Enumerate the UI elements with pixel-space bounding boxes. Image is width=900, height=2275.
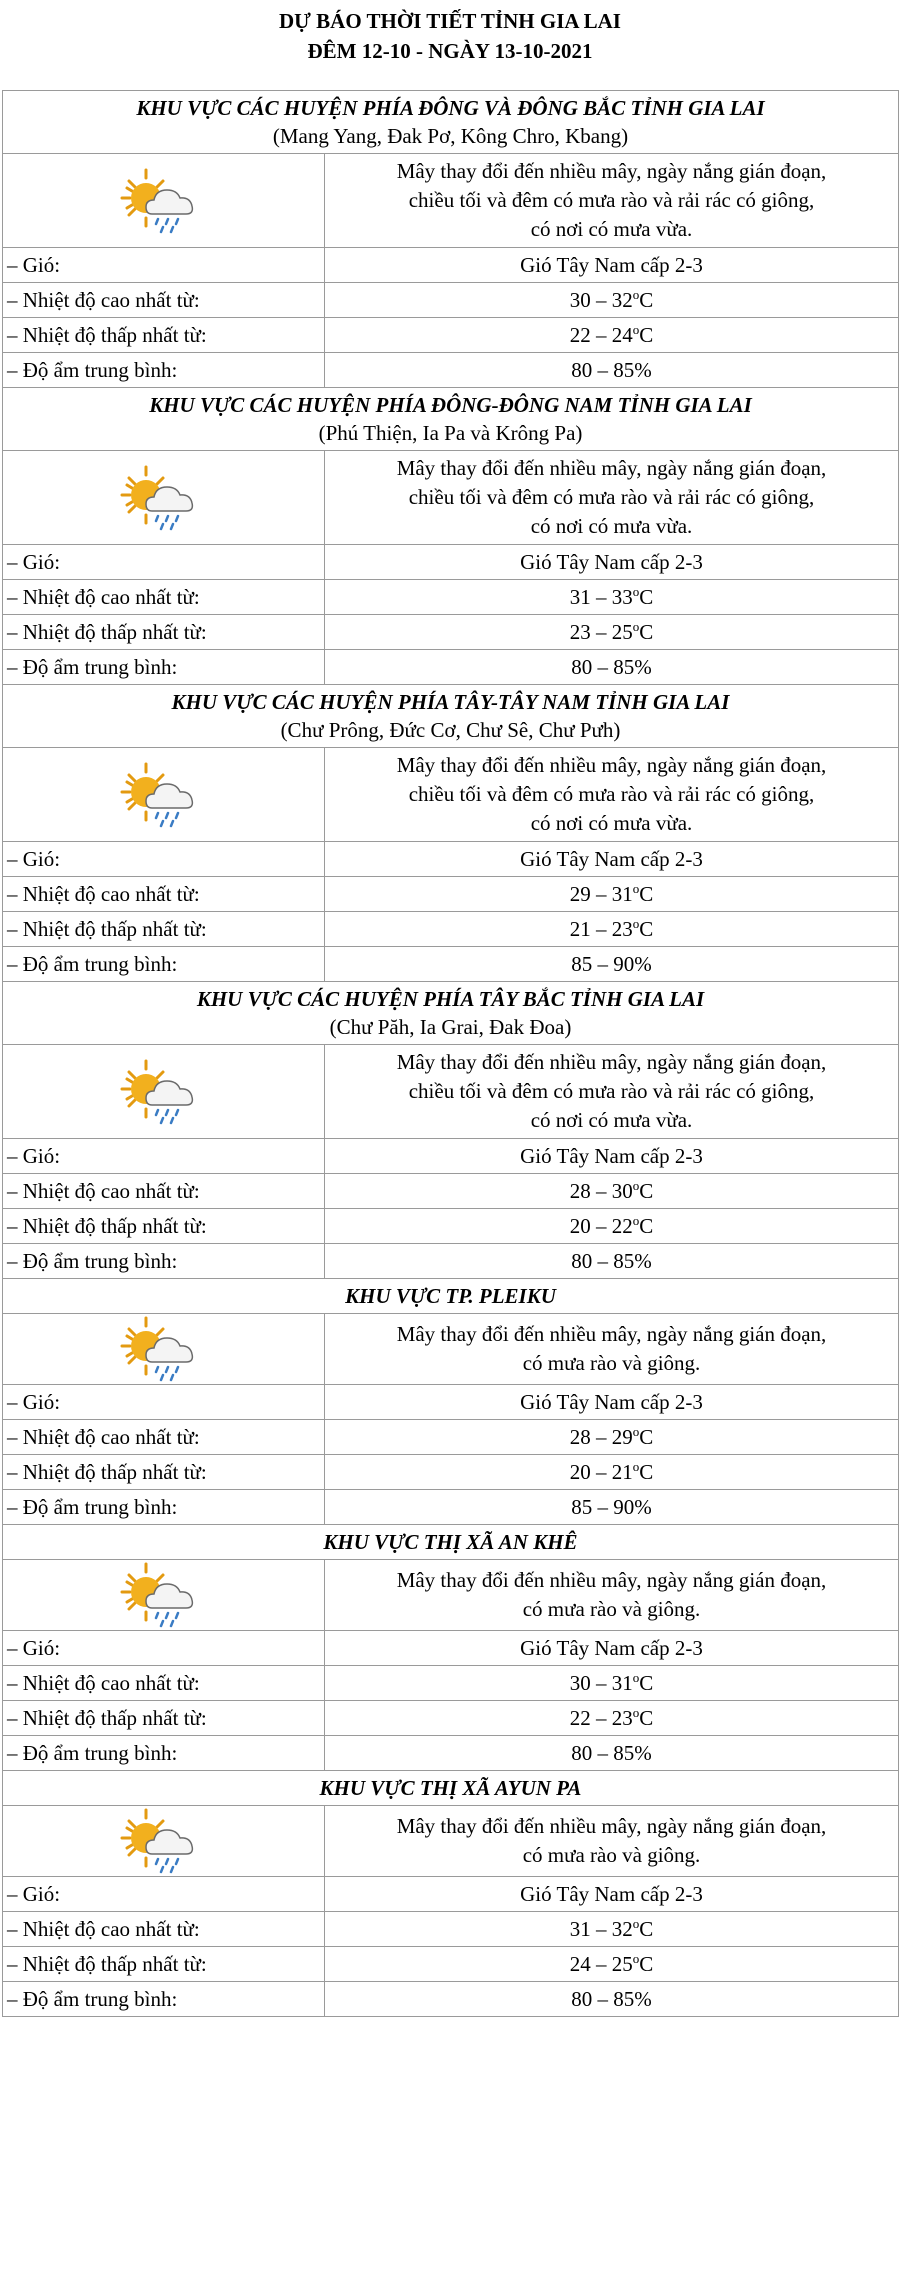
humidity-label: – Độ ẩm trung bình: <box>3 353 325 388</box>
wind-label: – Gió: <box>3 1877 325 1912</box>
humidity-label: – Độ ẩm trung bình: <box>3 1736 325 1771</box>
temp-max-label: – Nhiệt độ cao nhất từ: <box>3 1174 325 1209</box>
celsius-unit: C <box>639 1952 654 1976</box>
weather-icon-cell <box>3 154 325 248</box>
celsius-unit: C <box>639 288 654 312</box>
description-line: Mây thay đổi đến nhiều mây, ngày nắng gián đoạn, <box>396 456 827 480</box>
wind-label: – Gió: <box>3 248 325 283</box>
temp-max-range: 30 – 31 <box>569 1671 633 1695</box>
description-line: có nơi có mưa vừa. <box>530 217 693 241</box>
temp-max-range: 28 – 29 <box>569 1425 633 1449</box>
temp-max-row <box>3 1420 899 1455</box>
temp-min-row <box>3 1701 899 1736</box>
celsius-unit: C <box>639 1425 654 1449</box>
temp-max-range: 30 – 32 <box>569 288 633 312</box>
description-line: Mây thay đổi đến nhiều mây, ngày nắng gián đoạn, <box>396 1568 827 1592</box>
temp-min-row <box>3 318 899 353</box>
forecast-table <box>2 90 899 2017</box>
temp-max-label: – Nhiệt độ cao nhất từ: <box>3 1420 325 1455</box>
region-header-row <box>3 685 899 748</box>
temp-max-value <box>325 283 899 318</box>
region-header-row <box>3 388 899 451</box>
sun-cloud-rain-icon <box>118 166 204 236</box>
wind-label: – Gió: <box>3 545 325 580</box>
temp-min-value <box>325 1209 899 1244</box>
description-line: Mây thay đổi đến nhiều mây, ngày nắng gián đoạn, <box>396 1322 827 1346</box>
humidity-label: – Độ ẩm trung bình: <box>3 1982 325 2017</box>
temp-max-label: – Nhiệt độ cao nhất từ: <box>3 580 325 615</box>
celsius-unit: C <box>639 882 654 906</box>
temp-max-range: 28 – 30 <box>569 1179 633 1203</box>
degree-unit: o <box>632 1916 640 1931</box>
weather-description <box>325 451 899 545</box>
humidity-value: 85 – 90% <box>325 1490 899 1525</box>
region-districts: (Phú Thiện, Ia Pa và Krông Pa) <box>318 421 583 445</box>
temp-max-range: 29 – 31 <box>569 882 633 906</box>
sun-cloud-rain-icon <box>118 1560 204 1630</box>
temp-min-range: 20 – 21 <box>569 1460 633 1484</box>
degree-unit: o <box>632 287 640 302</box>
description-line: Mây thay đổi đến nhiều mây, ngày nắng gián đoạn, <box>396 753 827 777</box>
celsius-unit: C <box>639 585 654 609</box>
wind-value: Gió Tây Nam cấp 2-3 <box>325 1139 899 1174</box>
weather-description-row <box>3 748 899 842</box>
humidity-row <box>3 1244 899 1279</box>
humidity-row <box>3 947 899 982</box>
temp-max-value <box>325 1420 899 1455</box>
wind-label: – Gió: <box>3 842 325 877</box>
temp-min-value <box>325 1455 899 1490</box>
description-line: Mây thay đổi đến nhiều mây, ngày nắng gián đoạn, <box>396 1814 827 1838</box>
region-header <box>3 388 899 451</box>
forecast-title: DỰ BÁO THỜI TIẾT TỈNH GIA LAI <box>279 9 621 33</box>
temp-max-row <box>3 1666 899 1701</box>
temp-max-value <box>325 877 899 912</box>
celsius-unit: C <box>639 620 654 644</box>
temp-max-value <box>325 1912 899 1947</box>
region-name: KHU VỰC CÁC HUYỆN PHÍA ĐÔNG-ĐÔNG NAM TỈNH GIA LAI <box>149 393 752 417</box>
temp-max-row <box>3 580 899 615</box>
temp-min-row <box>3 615 899 650</box>
region-header-row <box>3 982 899 1045</box>
humidity-label: – Độ ẩm trung bình: <box>3 1244 325 1279</box>
wind-value: Gió Tây Nam cấp 2-3 <box>325 1877 899 1912</box>
weather-description-row <box>3 1560 899 1631</box>
temp-max-label: – Nhiệt độ cao nhất từ: <box>3 1666 325 1701</box>
sun-cloud-rain-icon <box>118 1314 204 1384</box>
temp-max-range: 31 – 33 <box>569 585 633 609</box>
temp-min-range: 20 – 22 <box>569 1214 633 1238</box>
humidity-label: – Độ ẩm trung bình: <box>3 1490 325 1525</box>
sun-cloud-rain-icon <box>118 463 204 533</box>
temp-min-row <box>3 1209 899 1244</box>
region-header <box>3 1771 899 1806</box>
wind-row <box>3 1877 899 1912</box>
forecast-date: ĐÊM 12-10 - NGÀY 13-10-2021 <box>307 39 593 63</box>
humidity-label: – Độ ẩm trung bình: <box>3 947 325 982</box>
celsius-unit: C <box>639 1917 654 1941</box>
degree-unit: o <box>632 916 640 931</box>
description-line: có nơi có mưa vừa. <box>530 811 693 835</box>
wind-label: – Gió: <box>3 1631 325 1666</box>
region-header-row <box>3 91 899 154</box>
region-districts: (Chư Păh, Ia Grai, Đak Đoa) <box>329 1015 572 1039</box>
degree-unit: o <box>632 1951 640 1966</box>
celsius-unit: C <box>639 917 654 941</box>
region-header <box>3 1525 899 1560</box>
temp-max-row <box>3 1174 899 1209</box>
wind-label: – Gió: <box>3 1385 325 1420</box>
description-line: Mây thay đổi đến nhiều mây, ngày nắng gián đoạn, <box>396 159 827 183</box>
temp-max-label: – Nhiệt độ cao nhất từ: <box>3 1912 325 1947</box>
wind-value: Gió Tây Nam cấp 2-3 <box>325 545 899 580</box>
weather-description <box>325 748 899 842</box>
humidity-row <box>3 1736 899 1771</box>
region-name: KHU VỰC CÁC HUYỆN PHÍA ĐÔNG VÀ ĐÔNG BẮC TỈNH GIA LAI <box>136 96 765 120</box>
temp-max-label: – Nhiệt độ cao nhất từ: <box>3 283 325 318</box>
temp-min-value <box>325 1701 899 1736</box>
degree-unit: o <box>632 1178 640 1193</box>
region-header-row <box>3 1771 899 1806</box>
wind-row <box>3 842 899 877</box>
temp-max-row <box>3 283 899 318</box>
weather-icon-cell <box>3 1806 325 1877</box>
wind-row <box>3 1385 899 1420</box>
wind-row <box>3 1631 899 1666</box>
weather-description-row <box>3 1045 899 1139</box>
weather-icon-cell <box>3 1045 325 1139</box>
degree-unit: o <box>632 881 640 896</box>
weather-description <box>325 154 899 248</box>
weather-icon-cell <box>3 451 325 545</box>
description-line: có mưa rào và giông. <box>522 1597 701 1621</box>
weather-description <box>325 1314 899 1385</box>
temp-max-value <box>325 1174 899 1209</box>
temp-min-label: – Nhiệt độ thấp nhất từ: <box>3 1701 325 1736</box>
humidity-value: 80 – 85% <box>325 1736 899 1771</box>
description-line: Mây thay đổi đến nhiều mây, ngày nắng gián đoạn, <box>396 1050 827 1074</box>
temp-min-value <box>325 912 899 947</box>
temp-max-row <box>3 877 899 912</box>
degree-unit: o <box>632 584 640 599</box>
temp-min-label: – Nhiệt độ thấp nhất từ: <box>3 912 325 947</box>
forecast-table-body <box>3 91 899 2017</box>
degree-unit: o <box>632 1670 640 1685</box>
description-line: có nơi có mưa vừa. <box>530 1108 693 1132</box>
description-line: chiều tối và đêm có mưa rào và rải rác có giông, <box>408 188 815 212</box>
degree-unit: o <box>632 322 640 337</box>
region-name: KHU VỰC CÁC HUYỆN PHÍA TÂY-TÂY NAM TỈNH GIA LAI <box>171 690 730 714</box>
description-line: có nơi có mưa vừa. <box>530 514 693 538</box>
weather-description-row <box>3 1806 899 1877</box>
temp-max-value <box>325 1666 899 1701</box>
temp-min-row <box>3 912 899 947</box>
wind-value: Gió Tây Nam cấp 2-3 <box>325 1631 899 1666</box>
humidity-row <box>3 1982 899 2017</box>
degree-unit: o <box>632 1424 640 1439</box>
degree-unit: o <box>632 619 640 634</box>
temp-min-label: – Nhiệt độ thấp nhất từ: <box>3 1455 325 1490</box>
temp-min-label: – Nhiệt độ thấp nhất từ: <box>3 1947 325 1982</box>
description-line: có mưa rào và giông. <box>522 1351 701 1375</box>
temp-min-range: 22 – 23 <box>569 1706 633 1730</box>
region-name: KHU VỰC TP. PLEIKU <box>345 1284 556 1308</box>
wind-value: Gió Tây Nam cấp 2-3 <box>325 248 899 283</box>
sun-cloud-rain-icon <box>118 760 204 830</box>
temp-min-row <box>3 1455 899 1490</box>
sun-cloud-rain-icon <box>118 1057 204 1127</box>
region-name: KHU VỰC THỊ XÃ AN KHÊ <box>323 1530 578 1554</box>
humidity-row <box>3 353 899 388</box>
description-line: chiều tối và đêm có mưa rào và rải rác có giông, <box>408 782 815 806</box>
humidity-value: 80 – 85% <box>325 1244 899 1279</box>
celsius-unit: C <box>639 1214 654 1238</box>
temp-min-label: – Nhiệt độ thấp nhất từ: <box>3 318 325 353</box>
humidity-label: – Độ ẩm trung bình: <box>3 650 325 685</box>
degree-unit: o <box>632 1705 640 1720</box>
humidity-value: 80 – 85% <box>325 1982 899 2017</box>
region-districts: (Mang Yang, Đak Pơ, Kông Chro, Kbang) <box>272 124 629 148</box>
temp-min-range: 23 – 25 <box>569 620 633 644</box>
region-header <box>3 1279 899 1314</box>
temp-min-value <box>325 318 899 353</box>
wind-value: Gió Tây Nam cấp 2-3 <box>325 842 899 877</box>
weather-description <box>325 1806 899 1877</box>
wind-row <box>3 545 899 580</box>
temp-min-value <box>325 1947 899 1982</box>
weather-description <box>325 1045 899 1139</box>
degree-unit: o <box>632 1213 640 1228</box>
celsius-unit: C <box>639 1706 654 1730</box>
wind-label: – Gió: <box>3 1139 325 1174</box>
humidity-row <box>3 1490 899 1525</box>
temp-max-range: 31 – 32 <box>569 1917 633 1941</box>
wind-value: Gió Tây Nam cấp 2-3 <box>325 1385 899 1420</box>
weather-description <box>325 1560 899 1631</box>
weather-icon-cell <box>3 1560 325 1631</box>
wind-row <box>3 1139 899 1174</box>
temp-min-range: 22 – 24 <box>569 323 633 347</box>
temp-min-row <box>3 1947 899 1982</box>
wind-row <box>3 248 899 283</box>
temp-min-range: 24 – 25 <box>569 1952 633 1976</box>
region-header <box>3 685 899 748</box>
description-line: chiều tối và đêm có mưa rào và rải rác có giông, <box>408 1079 815 1103</box>
temp-max-value <box>325 580 899 615</box>
sun-cloud-rain-icon <box>118 1806 204 1876</box>
weather-icon-cell <box>3 748 325 842</box>
temp-min-label: – Nhiệt độ thấp nhất từ: <box>3 615 325 650</box>
weather-description-row <box>3 154 899 248</box>
region-name: KHU VỰC THỊ XÃ AYUN PA <box>319 1776 582 1800</box>
weather-description-row <box>3 1314 899 1385</box>
description-line: chiều tối và đêm có mưa rào và rải rác có giông, <box>408 485 815 509</box>
celsius-unit: C <box>639 1179 654 1203</box>
region-name: KHU VỰC CÁC HUYỆN PHÍA TÂY BẮC TỈNH GIA LAI <box>196 987 705 1011</box>
humidity-value: 85 – 90% <box>325 947 899 982</box>
degree-unit: o <box>632 1459 640 1474</box>
humidity-value: 80 – 85% <box>325 650 899 685</box>
region-districts: (Chư Prông, Đức Cơ, Chư Sê, Chư Pưh) <box>280 718 621 742</box>
humidity-value: 80 – 85% <box>325 353 899 388</box>
region-header <box>3 91 899 154</box>
weather-icon-cell <box>3 1314 325 1385</box>
temp-min-range: 21 – 23 <box>569 917 633 941</box>
celsius-unit: C <box>639 1460 654 1484</box>
region-header-row <box>3 1279 899 1314</box>
temp-min-label: – Nhiệt độ thấp nhất từ: <box>3 1209 325 1244</box>
humidity-row <box>3 650 899 685</box>
celsius-unit: C <box>639 323 654 347</box>
description-line: có mưa rào và giông. <box>522 1843 701 1867</box>
region-header <box>3 982 899 1045</box>
region-header-row <box>3 1525 899 1560</box>
temp-max-label: – Nhiệt độ cao nhất từ: <box>3 877 325 912</box>
temp-min-value <box>325 615 899 650</box>
temp-max-row <box>3 1912 899 1947</box>
celsius-unit: C <box>639 1671 654 1695</box>
weather-description-row <box>3 451 899 545</box>
